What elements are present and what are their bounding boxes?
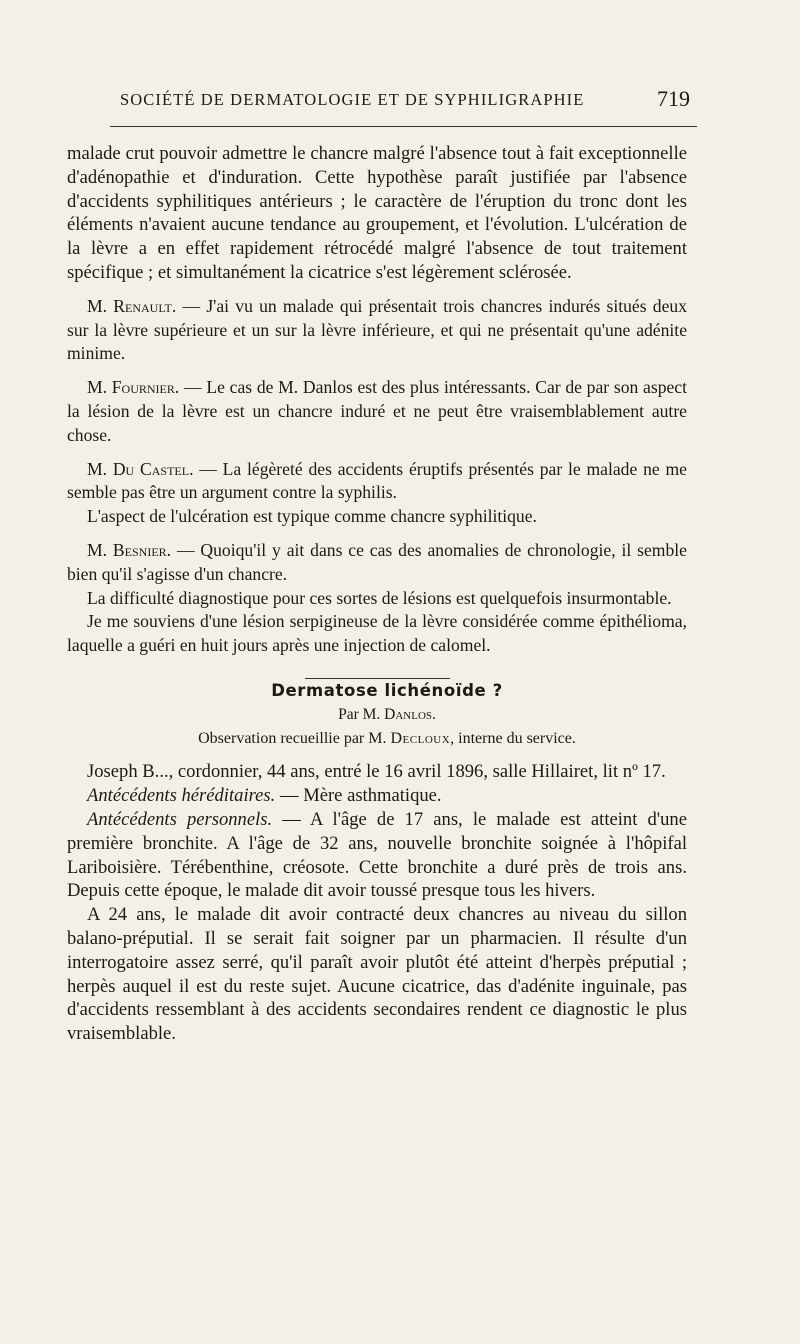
hereditary-paragraph [67,784,687,808]
speaker-name: M. Besnier. [87,539,172,560]
remark-du-castel [67,458,687,506]
personal-history-paragraph [67,808,687,903]
history-paragraph: A 24 ans, le malade dit avoir contracté deux chancres au niveau du sillon balano-préputial. Il se serait fait soigner par un pharmacien. Il résulte d'un interrogatoire assez serré, qu'il paraît avoir plutôt été atteint d'herpès préputial ; herpès auquel il est du reste sujet. Aucune cicatrice, das d'adénite inguinale, pas d'accidents ressemblant à des accidents secondaires rendent ce diagnostic le plus vraisemblable. [67,904,687,1045]
speaker-name: M. Renault. [87,295,177,316]
remark-text: — La légèreté des accidents éruptifs présentés par le malade ne me semble pas être un argument contre la syphilis. [67,458,687,503]
observation-credit [67,727,687,751]
personal-label: Antécédents personnels. [87,808,273,830]
page-header [120,86,690,116]
remark-besnier-followup: Je me souviens d'une lésion serpigineuse de la lèvre considérée comme épithélioma, laquelle a guéri en huit jours après une injection de calomel. [67,611,687,656]
author-name: Danlos. [384,705,436,723]
observation-suffix: , interne du service. [450,729,576,747]
hereditary-label: Antécédents héréditaires. [87,785,276,807]
remark-du-castel-followup: L'aspect de l'ulcération est typique comme chancre syphilitique. [87,506,537,527]
observation-name: Decloux [390,729,451,747]
remark-text: — J'ai vu un malade qui présentait trois chancres indurés situés deux sur la lèvre supérieure et un sur la lèvre inférieure, et qui ne présentait qu'une adénite minime. [67,295,688,364]
continuation-paragraph: malade crut pouvoir admettre le chancre malgré l'absence tout à fait exceptionnelle d'adénopathie et d'induration. Cette hypothèse paraît justifiée par l'absence d'accidents syphilitiques antérieurs ; le caractère de l'éruption du tronc dont les éléments n'avaient aucune tendance au groupement, et l'évolution. L'ulcération de la lèvre a en effet rapidement rétrocédé malgré l'absence de tout traitement spécifique ; et simultanément la cicatrice s'est légèrement sclérosée. [67,143,687,283]
remark-besnier-followup: La difficulté diagnostique pour ces sortes de lésions est quelquefois insurmontable. [87,587,672,608]
body-text [67,142,687,1046]
patient-paragraph: Joseph B..., cordonnier, 44 ans, entré le 16 avril 1896, salle Hillairet, lit nº 17. [87,761,666,783]
speaker-name: M. Fournier. [87,377,180,398]
article-author [67,703,687,727]
header-rule [110,126,697,127]
author-prefix: Par M. [338,705,385,723]
speaker-name: M. Du Castel. [87,458,194,479]
running-title: SOCIÉTÉ DE DERMATOLOGIE ET DE SYPHILIGRAPHIE [120,90,585,109]
page-number: 719 [657,86,690,111]
remark-text: — Le cas de M. Danlos est des plus intéressants. Car de par son aspect la lésion de la lèvre est un chancre induré et ne peut être vraisemblablement autre chose. [67,377,687,445]
hereditary-text: — Mère asthmatique. [275,785,442,807]
remark-besnier [67,539,687,587]
remark-text: — Quoiqu'il y ait dans ce cas des anomalies de chronologie, il semble bien qu'il s'agisse d'un chancre. [67,539,687,584]
personal-text: — A l'âge de 17 ans, le malade est atteint d'une première bronchite. A l'âge de 32 ans, nouvelle bronchite soignée à l'hôpifal Lariboisière. Térébenthine, créosote. Cette bronchite a duré près de trois ans. Depuis cette époque, le malade dit avoir toussé presque tous les hivers. [67,808,687,902]
observation-prefix: Observation recueillie par M. [198,729,391,747]
article-title: Dermatose lichénoïde ? [271,680,503,700]
remark-fournier [67,376,687,447]
remark-renault [67,295,687,366]
